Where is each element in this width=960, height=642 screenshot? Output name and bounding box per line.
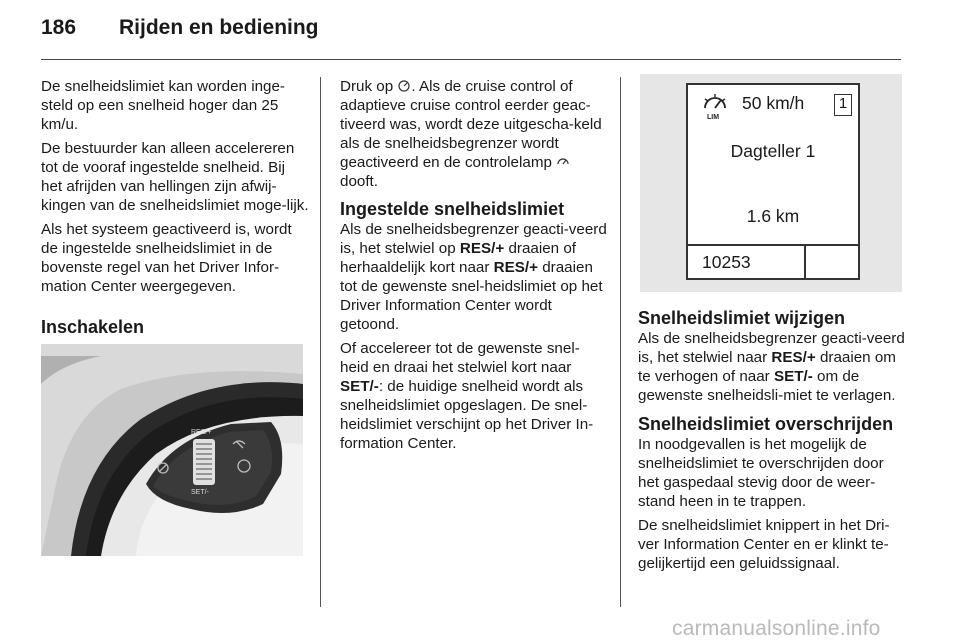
text: Of accelereer tot de gewenste snel-heid en draai het stelwiel kort naar [340,340,580,376]
bold-text: RES/+ [771,349,816,366]
watermark: carmanualsonline.info [672,617,881,640]
odometer: 10253 [688,246,806,278]
text: draaien tot de gewenste snel-heidslimiet op het Driver Information Center wordt getoond. [340,259,603,333]
gear-indicator: 1 [834,94,852,116]
text: om de gewenste snelheidsli-miet te verlagen. [638,368,896,404]
text: Druk op [340,78,394,95]
paragraph [340,220,608,334]
page-header [41,16,319,40]
paragraph: De snelheidslimiet kan worden inge-steld op een snelheid hoger dan 25 km/u. [41,78,285,133]
section-heading-wijzigen: Snelheidslimiet wijzigen [638,308,846,328]
text: : de huidige snelheid wordt als snelheidslimiet opgeslagen. De snel-heidslimiet verschijnt op het Driver In-formation Center. [340,378,594,452]
trip-label: Dagteller 1 [730,141,816,161]
text: dooft. [340,173,378,190]
text: draaien of herhaaldelijk kort naar [340,240,577,276]
column-1 [41,77,309,301]
paragraph: Als het systeem geactiveerd is, wordt de ingestelde snelheidslimiet in de bovenste regel van het Driver Infor-mation Center weergegeven. [41,221,292,295]
res-label: RES/+ [191,429,212,436]
paragraph: De bestuurder kan alleen accelereren tot de vooraf ingestelde snelheid. Bij het afrijden van hellingen zijn afwij-kingen van de snelheidslimiet moge-lijk. [41,140,309,214]
speed-limiter-icon [397,79,411,93]
driver-information-center-display [686,83,860,280]
section-heading-ingestelde: Ingestelde snelheidslimiet [340,199,565,219]
dic-bottom-row [688,244,858,278]
column-3 [638,308,906,578]
paragraph [340,77,608,191]
chapter-title: Rijden en bediening [119,16,319,39]
cruise-control-icon [556,155,570,169]
set-label: SET/- [191,489,209,496]
column-separator-1 [320,77,321,607]
paragraph: In noodgevallen is het mogelijk de snelheidslimiet te overschrijden door het gaspedaal stevig door de weer-stand heen in te trappen. [638,436,884,510]
text: . Als de cruise control of adaptieve cruise control eerder geac-tiveerd was, wordt deze uitgescha-keld als de snelheidsbegrenzer wordt geactiveerd en de controlelamp [340,78,602,171]
section-heading-inschakelen: Inschakelen [41,317,145,337]
page-number: 186 [41,16,77,39]
header-rule [41,59,901,60]
lim-label: LIM [707,114,720,121]
column-separator-2 [620,77,621,607]
speed-limit-value: 50 km/h [742,93,805,113]
text: Als de snelheidsbegrenzer geacti-veerd is, het stelwiel naar [638,330,905,366]
paragraph: De snelheidslimiet knippert in het Dri-ver Information Center en er klinkt te-gelijkertijd een geluidssignaal. [638,517,890,572]
speed-limiter-icon [700,91,730,121]
steering-wheel-illustration [41,344,303,556]
text: Als de snelheidsbegrenzer geacti-veerd is, het stelwiel op [340,221,607,257]
trip-distance: 1.6 km [746,206,800,226]
bold-text: RES/+ [493,259,538,276]
text: draaien om te verhogen of naar [638,349,896,385]
section-heading-overschrijden: Snelheidslimiet overschrijden [638,414,894,434]
bold-text: SET/- [773,368,813,385]
bold-text: RES/+ [459,240,505,257]
paragraph [340,339,608,453]
paragraph [638,329,906,405]
column-2 [340,77,608,458]
bold-text: SET/- [340,378,379,395]
